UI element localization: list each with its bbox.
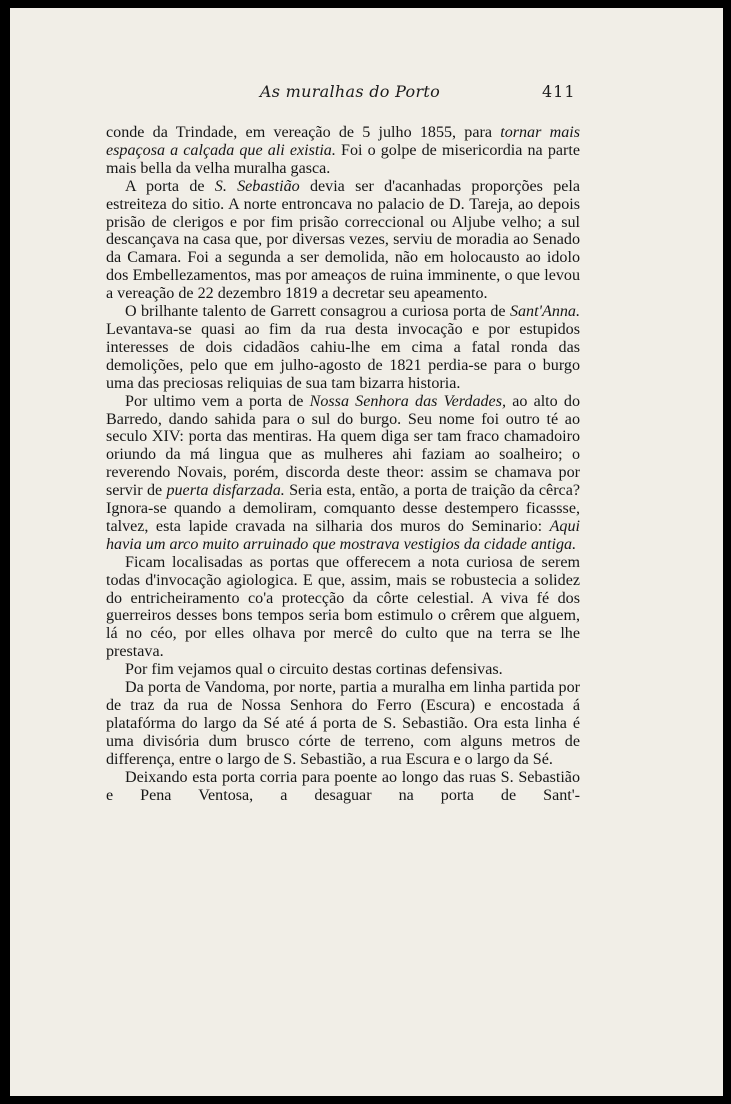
book-page — [10, 8, 723, 1096]
paragraph — [106, 554, 580, 661]
running-title: As muralhas do Porto — [259, 82, 441, 101]
paragraph — [106, 393, 580, 554]
body-text — [106, 124, 580, 804]
italic-text: S. Sebastião — [214, 177, 300, 195]
text-run: devia ser d'acanhadas proporções pela estreiteza do sitio. A norte entroncava no palacio de D. Tareja, ao depois prisão de clerigos e por fim prisão correccional ou Aljube velho; a sul descançava na casa que, por diversas vezes, serviu de moradia ao Senado da Camara. Foi a segunda a ser demolida, não em holocausto ao idolo dos Embellezamentos, mas por ameaços de ruina imminente, o que levou a vereação de 22 dezembro 1819 a decretar seu apeamento. — [106, 177, 580, 303]
italic-text: tornar mais espaçosa a calçada que ali existia. — [106, 124, 580, 159]
italic-text: puerta disfarzada. — [166, 482, 285, 500]
paragraph — [106, 769, 580, 805]
text-run: Seria esta, então, a porta de traição da cêrca? Ignora-se quando a demoliram, comquanto desse destempero ficassse, talvez, esta lapide cravada na silharia dos muros do Seminario: — [106, 482, 580, 535]
paragraph — [106, 661, 580, 679]
text-run: Levantava-se quasi ao fim da rua desta invocação e por estupidos interesses de dois cidadãos cahiu-lhe em cima a fatal ronda das demolições, pelo que em julho-agosto de 1821 perdia-se para o burgo uma das preciosas reliquias de sua tam bizarra historia. — [106, 320, 580, 392]
italic-text: Sant'Anna. — [509, 303, 580, 321]
text-run: Foi o golpe de misericordia na parte mais bella da velha muralha gasca. — [106, 141, 580, 177]
paragraph — [106, 679, 580, 769]
text-run: Deixando esta porta corria para poente ao longo das ruas S. Sebastião e Pena Ventosa, a desaguar na porta de Sant'- — [106, 768, 580, 804]
page-number: 411 — [542, 82, 576, 101]
paragraph — [106, 124, 580, 178]
running-header — [10, 82, 723, 106]
paragraph — [106, 178, 580, 303]
italic-text: Nossa Senhora das Verdades, — [309, 392, 506, 410]
text-run: Da porta de Vandoma, por norte, partia a muralha em linha partida por de traz da rua de Nossa Senhora do Ferro (Escura) e encostada á platafórma do largo da Sé até á porta de S. Sebastião. Ora esta linha é uma divisória dum brusco córte de terreno, com alguns metros de differença, entre o largo de S. Sebastião, a rua Escura e o largo da Sé. — [106, 679, 580, 768]
text-run: ao alto do Barredo, dando sahida para o sul do burgo. Seu nome foi outro té ao seculo XIV: porta das mentiras. Ha quem diga ser tam fraco chamadoiro oriundo da má lingua que as mulheres ahi faziam ao soalheiro; o reverendo Novais, porém, discorda deste theor: assim se chamava por servir de — [106, 392, 580, 500]
text-run: O brilhante talento de Garrett consagrou a curiosa porta de — [125, 303, 510, 321]
text-run: conde da Trindade, em vereação de 5 julho 1855, para — [106, 124, 501, 141]
text-run: A porta de — [125, 177, 215, 195]
italic-text: Aqui havia um arco muito arruinado que mostrava vestigios da cidade antiga. — [106, 517, 580, 553]
text-run: Por fim vejamos qual o circuito destas cortinas defensivas. — [125, 661, 503, 679]
paragraph — [106, 303, 580, 393]
text-run: Por ultimo vem a porta de — [125, 392, 310, 410]
text-run: Ficam localisadas as portas que offerecem a nota curiosa de serem todas d'invocação agiologica. E que, assim, mais se robustecia a solidez do entricheiramento co'a protecção da côrte celestial. A viva fé dos guerreiros desses bons tempos seria bom estimulo o crêrem que alguem, lá no céo, por elles olhava por mercê do culto que na terra se lhe prestava. — [106, 553, 580, 661]
